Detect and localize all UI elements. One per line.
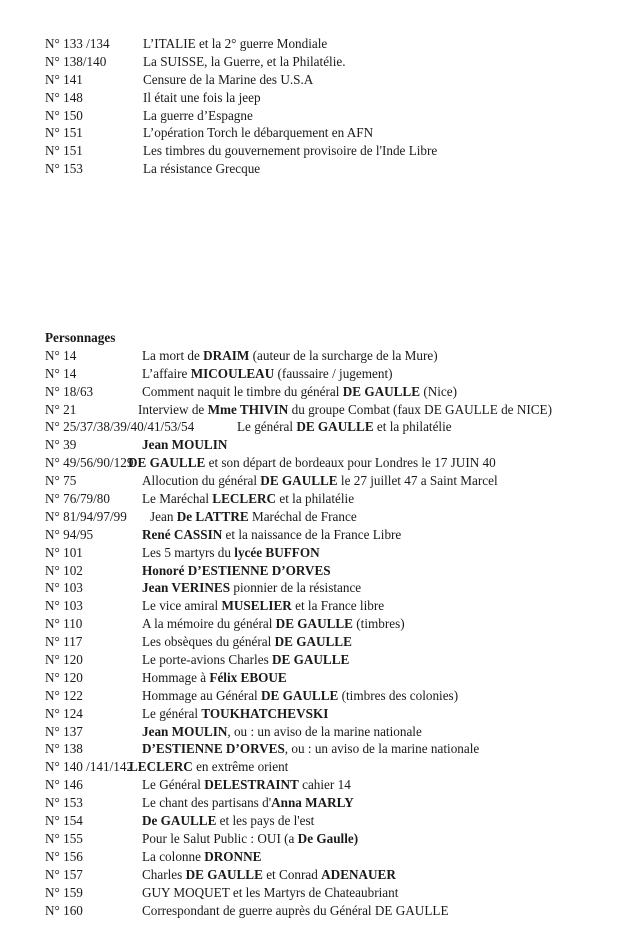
article-title: [142, 436, 227, 454]
bold-name: Félix EBOUE: [209, 669, 287, 685]
title-text: Charles: [142, 866, 186, 882]
bold-name: DELESTRAINT: [204, 777, 299, 793]
title-text: et son départ de bordeaux pour Londres le 17 JUIN 40: [205, 455, 496, 471]
title-text: (auteur de la surcharge de la Mure): [249, 347, 438, 363]
list-item: [45, 508, 625, 526]
title-text: Maréchal de France: [248, 508, 357, 524]
article-title: [143, 142, 437, 160]
first-article-list: [45, 35, 625, 178]
title-text: Censure de la Marine des U.S.A: [143, 71, 314, 87]
article-title: [138, 401, 552, 419]
article-title: [142, 526, 401, 544]
list-item: [45, 365, 625, 383]
bold-name: LECLERC: [212, 491, 277, 507]
title-text: Les obsèques du général: [142, 634, 275, 650]
bold-name: DRONNE: [204, 848, 262, 864]
article-title: [237, 418, 452, 436]
title-text: et la naissance de la France Libre: [222, 526, 402, 542]
title-text: le 27 juillet 47 a Saint Marcel: [337, 473, 498, 489]
bold-name: De GAULLE: [142, 813, 217, 829]
issue-number: N° 18/63: [45, 383, 94, 399]
list-item: [45, 526, 625, 544]
issue-number: N° 81/94/97/99: [45, 508, 127, 524]
article-title: [142, 740, 479, 758]
list-item: [45, 401, 625, 419]
title-text: Les timbres du gouvernement provisoire de l'Inde Libre: [143, 143, 438, 159]
article-title: [129, 758, 288, 776]
list-item: [45, 758, 625, 776]
issue-number: N° 156: [45, 848, 83, 864]
section-heading-personnages: Personnages: [45, 330, 116, 345]
article-title: [142, 794, 354, 812]
title-text: et la philatélie: [373, 419, 452, 435]
issue-number: N° 160: [45, 902, 83, 918]
list-item: [45, 347, 625, 365]
issue-number: N° 101: [45, 544, 83, 560]
issue-number: N° 94/95: [45, 526, 94, 542]
list-item: [45, 848, 625, 866]
list-item: [45, 89, 625, 107]
bold-name: ADENAUER: [321, 866, 396, 882]
list-item: [45, 669, 625, 687]
list-item: [45, 418, 625, 436]
list-item: [45, 383, 625, 401]
title-text: L’affaire: [142, 365, 191, 381]
article-title: [142, 490, 354, 508]
article-title: [142, 579, 361, 597]
list-item: [45, 142, 625, 160]
list-item: [45, 651, 625, 669]
title-text: La colonne: [142, 848, 205, 864]
issue-number: N° 122: [45, 687, 83, 703]
personnages-list: [45, 329, 625, 919]
issue-number: N° 140 /141/142: [45, 759, 134, 775]
bold-name: DE GAULLE: [272, 652, 350, 668]
issue-number: N° 155: [45, 830, 83, 846]
list-item: [45, 490, 625, 508]
article-title: [142, 597, 384, 615]
list-item: [45, 830, 625, 848]
bold-name: DE GAULLE: [128, 455, 206, 471]
title-text: du groupe Combat (faux DE GAULLE de NICE): [288, 401, 552, 417]
issue-number: N° 141: [45, 71, 83, 87]
issue-number: N° 14: [45, 347, 77, 363]
article-title: [142, 884, 398, 902]
bold-name: Anna MARLY: [271, 795, 354, 811]
article-title: [150, 508, 357, 526]
issue-number: N° 25/37/38/39/40/41/53/54: [45, 419, 195, 435]
title-text: Le Maréchal: [142, 491, 213, 507]
list-item: [45, 436, 625, 454]
title-text: A la mémoire du général: [142, 616, 276, 632]
bold-name: LECLERC: [129, 759, 193, 775]
list-item: [45, 71, 625, 89]
issue-number: N° 39: [45, 437, 77, 453]
issue-number: N° 117: [45, 634, 83, 650]
title-text: (faussaire / jugement): [274, 365, 393, 381]
issue-number: N° 153: [45, 795, 83, 811]
article-title: [143, 89, 261, 107]
issue-number: N° 103: [45, 580, 83, 596]
issue-number: N° 153: [45, 161, 83, 177]
issue-number: N° 110: [45, 616, 83, 632]
bold-name: Mme THIVIN: [207, 401, 289, 417]
list-item: [45, 705, 625, 723]
article-title: [142, 365, 393, 383]
title-text: et Conrad: [262, 866, 322, 882]
article-title: [143, 35, 327, 53]
list-item: [45, 615, 625, 633]
issue-number: N° 137: [45, 723, 83, 739]
article-title: [142, 866, 396, 884]
list-item: [45, 740, 625, 758]
title-text: Interview de: [138, 401, 208, 417]
issue-number: N° 150: [45, 107, 83, 123]
title-text: Hommage au Général: [142, 687, 262, 703]
issue-number: N° 76/79/80: [45, 491, 110, 507]
bold-name: Jean MOULIN: [142, 437, 228, 453]
bold-name: De LATTRE: [176, 508, 249, 524]
title-text: Le porte-avions Charles: [142, 652, 273, 668]
title-text: Le général: [142, 705, 202, 721]
issue-number: N° 154: [45, 813, 83, 829]
issue-number: N° 49/56/90/129: [45, 455, 134, 471]
bold-name: Jean VERINES: [142, 580, 231, 596]
bold-name: lycée BUFFON: [234, 544, 320, 560]
bold-name: DRAIM: [203, 347, 250, 363]
bold-name: DE GAULLE: [274, 634, 352, 650]
article-title: [142, 544, 320, 562]
issue-number: N° 146: [45, 777, 83, 793]
article-title: [142, 615, 405, 633]
article-title: [143, 124, 373, 142]
article-title: [142, 633, 352, 651]
list-item: [45, 472, 625, 490]
article-title: [142, 723, 422, 741]
issue-number: N° 151: [45, 143, 83, 159]
bold-name: Honoré D’ESTIENNE D’ORVES: [142, 562, 331, 578]
list-item: [45, 160, 625, 178]
title-text: pionnier de la résistance: [230, 580, 362, 596]
article-title: [142, 669, 287, 687]
issue-number: N° 138/140: [45, 53, 107, 69]
list-item: [45, 562, 625, 580]
title-text: cahier 14: [298, 777, 351, 793]
article-title: [142, 687, 458, 705]
article-title: [142, 472, 498, 490]
title-text: La guerre d’Espagne: [143, 107, 253, 123]
issue-number: N° 124: [45, 705, 83, 721]
article-title: [142, 848, 261, 866]
title-text: Le général: [237, 419, 297, 435]
issue-number: N° 120: [45, 669, 83, 685]
title-text: Comment naquit le timbre du général: [142, 383, 343, 399]
article-title: [142, 776, 351, 794]
title-text: (Nice): [420, 383, 457, 399]
bold-name: DE GAULLE: [261, 687, 339, 703]
issue-number: N° 138: [45, 741, 83, 757]
issue-number: N° 14: [45, 365, 77, 381]
issue-number: N° 102: [45, 562, 83, 578]
list-item: [45, 794, 625, 812]
article-title: [143, 160, 260, 178]
article-title: [143, 53, 346, 71]
title-text: et la France libre: [291, 598, 385, 614]
list-item: [45, 107, 625, 125]
title-text: GUY MOQUET et les Martyrs de Chateaubriant: [142, 884, 399, 900]
title-text: (timbres): [352, 616, 405, 632]
issue-number: N° 103: [45, 598, 83, 614]
list-item: [45, 124, 625, 142]
list-item: [45, 884, 625, 902]
list-item: [45, 776, 625, 794]
list-item: [45, 902, 625, 920]
list-item: [45, 35, 625, 53]
list-item: [45, 812, 625, 830]
bold-name: DE GAULLE: [275, 616, 353, 632]
bold-name: DE GAULLE: [185, 866, 263, 882]
title-text: La résistance Grecque: [143, 161, 261, 177]
title-text: et les pays de l'est: [216, 813, 315, 829]
title-text: La mort de: [142, 347, 204, 363]
list-item: [45, 687, 625, 705]
article-title: [128, 454, 496, 472]
title-text: Hommage à: [142, 669, 210, 685]
title-text: La SUISSE, la Guerre, et la Philatélie.: [143, 53, 346, 69]
bold-name: DE GAULLE: [296, 419, 374, 435]
bold-name: D’ESTIENNE D’ORVES: [142, 741, 285, 757]
article-title: [142, 812, 314, 830]
article-title: [142, 651, 349, 669]
title-text: et la philatélie: [276, 491, 355, 507]
bold-name: TOUKHATCHEVSKI: [201, 705, 329, 721]
issue-number: N° 133 /134: [45, 36, 110, 51]
title-text: , ou : un aviso de la marine nationale: [284, 741, 480, 757]
title-text: Allocution du général: [142, 473, 261, 489]
article-title: [142, 830, 358, 848]
article-title: [143, 107, 253, 125]
bold-name: MICOULEAU: [190, 365, 275, 381]
title-text: L’opération Torch le débarquement en AFN: [143, 125, 374, 141]
article-title: [142, 347, 438, 365]
title-text: , ou : un aviso de la marine nationale: [227, 723, 422, 739]
bold-name: MUSELIER: [221, 598, 292, 614]
list-item: [45, 723, 625, 741]
title-text: Le Général: [142, 777, 205, 793]
bold-name: Jean MOULIN: [142, 723, 228, 739]
issue-number: N° 151: [45, 125, 83, 141]
list-item: [45, 633, 625, 651]
article-title: [142, 383, 457, 401]
article-title: [142, 562, 331, 580]
bold-name: De Gaulle): [297, 830, 359, 846]
article-title: [142, 705, 328, 723]
title-text: Pour le Salut Public : OUI (a: [142, 830, 298, 846]
title-text: Le chant des partisans d': [142, 795, 272, 811]
list-item: [45, 544, 625, 562]
list-item: [45, 454, 625, 472]
list-item: [45, 866, 625, 884]
bold-name: DE GAULLE: [260, 473, 338, 489]
title-text: (timbres des colonies): [338, 687, 459, 703]
issue-number: N° 148: [45, 89, 83, 105]
bold-name: DE GAULLE: [342, 383, 421, 399]
article-title: [143, 71, 313, 89]
title-text: L’ITALIE et la 2° guerre Mondiale: [143, 36, 328, 51]
title-text: Jean: [150, 508, 177, 524]
title-text: Correspondant de guerre auprès du Général DE GAULLE: [142, 902, 449, 918]
list-item: [45, 53, 625, 71]
article-title: [142, 902, 449, 920]
title-text: Le vice amiral: [142, 598, 222, 614]
issue-number: N° 120: [45, 652, 83, 668]
title-text: Il était une fois la jeep: [143, 89, 261, 105]
list-item: [45, 597, 625, 615]
title-text: en extrême orient: [192, 759, 289, 775]
issue-number: N° 21: [45, 401, 77, 417]
title-text: Les 5 martyrs du: [142, 544, 235, 560]
issue-number: N° 157: [45, 866, 83, 882]
issue-number: N° 75: [45, 473, 77, 489]
issue-number: N° 159: [45, 884, 83, 900]
list-item: [45, 579, 625, 597]
bold-name: René CASSIN: [142, 526, 223, 542]
